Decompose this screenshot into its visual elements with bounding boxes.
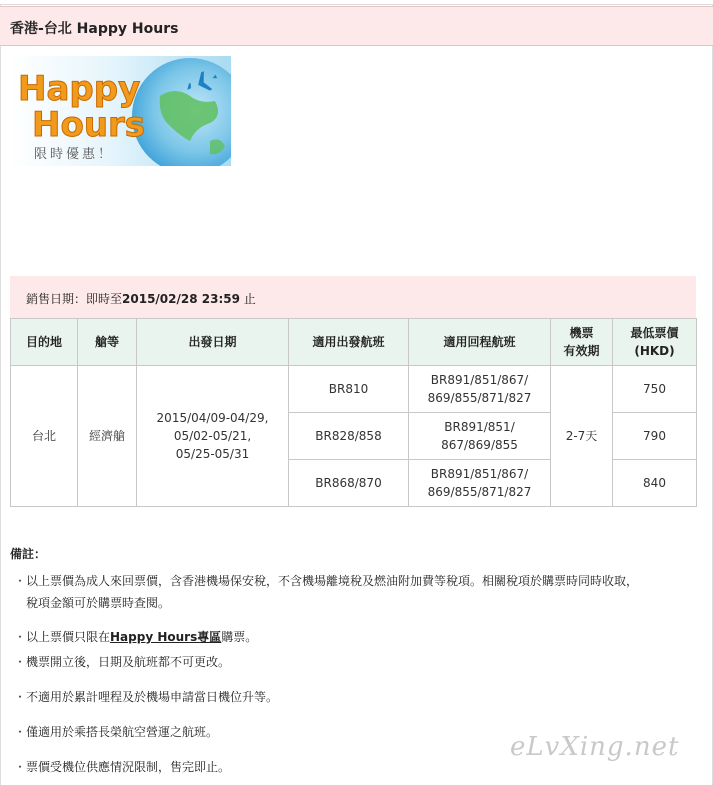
col-outbound: 適用出發航班 — [289, 319, 409, 366]
happy-hours-zone-link[interactable]: Happy Hours專區 — [110, 630, 222, 644]
happy-hours-banner — [10, 56, 231, 166]
sale-period-bar — [10, 276, 696, 318]
col-fare-line2: (HKD) — [634, 344, 675, 358]
cell-fare: 840 — [613, 460, 697, 507]
col-fare — [613, 319, 697, 366]
cell-outbound: BR810 — [289, 366, 409, 413]
bullet: ・ — [14, 630, 27, 644]
note-text — [26, 626, 696, 648]
depart-date-line: 05/02-05/21, — [173, 429, 252, 443]
col-validity — [551, 319, 613, 366]
fare-table — [10, 318, 697, 507]
cell-return — [409, 460, 551, 507]
note-text: 機票開立後，日期及航班都不可更改。 — [26, 655, 231, 669]
note-prefix: 以上票價只限在 — [26, 630, 111, 644]
bullet: ・ — [14, 574, 27, 588]
sale-period-text — [26, 290, 256, 307]
note-text: 不適用於累計哩程及於機場申請當日機位升等。 — [26, 690, 279, 704]
globe-logo-icon — [10, 56, 231, 166]
col-validity-line1: 機票 — [569, 326, 594, 340]
bullet: ・ — [14, 760, 27, 774]
svg-text:Happy: Happy — [18, 69, 141, 109]
watermark: eLvXing.net — [510, 732, 680, 762]
cell-outbound: BR828/858 — [289, 413, 409, 460]
note-text: 僅適用於乘搭長榮航空營運之航班。 — [26, 725, 219, 739]
depart-date-line: 05/25-05/31 — [175, 447, 250, 461]
bullet: ・ — [14, 655, 27, 669]
cell-fare: 750 — [613, 366, 697, 413]
note-line: 稅項金額可於購票時查閱。 — [26, 596, 171, 610]
sale-prefix: 銷售日期：即時至 — [26, 292, 123, 306]
return-line: 869/855/871/827 — [427, 391, 532, 405]
svg-text:Hours: Hours — [32, 105, 146, 145]
note-line: 以上票價為成人來回票價，含香港機場保安稅，不含機場離境稅及燃油附加費等稅項。相關稅項於購票時同時收取， — [26, 574, 639, 588]
cell-depart-dates — [137, 366, 289, 507]
cell-return — [409, 413, 551, 460]
sale-suffix: 止 — [239, 292, 256, 306]
col-fare-line1: 最低票價 — [630, 326, 679, 340]
cell-outbound: BR868/870 — [289, 460, 409, 507]
note-text — [26, 570, 696, 614]
return-line: 867/869/855 — [441, 438, 518, 452]
cell-validity: 2-7天 — [551, 366, 613, 507]
depart-date-line: 2015/04/09-04/29, — [156, 411, 269, 425]
col-cabin: 艙等 — [78, 319, 137, 366]
note-suffix: 購票。 — [221, 630, 258, 644]
bullet: ・ — [14, 725, 27, 739]
table-row — [11, 366, 697, 413]
col-destination: 目的地 — [11, 319, 78, 366]
return-line: BR891/851/867/ — [430, 373, 529, 387]
bullet: ・ — [14, 690, 27, 704]
cell-fare: 790 — [613, 413, 697, 460]
col-depart-dates: 出發日期 — [137, 319, 289, 366]
svg-text:限時優惠！: 限時優惠！ — [34, 147, 115, 162]
table-header-row — [11, 319, 697, 366]
return-line: BR891/851/ — [444, 420, 515, 434]
return-line: 869/855/871/827 — [427, 485, 532, 499]
cell-return — [409, 366, 551, 413]
notes-title: 備註： — [10, 547, 47, 561]
col-return: 適用回程航班 — [409, 319, 551, 366]
return-line: BR891/851/867/ — [430, 467, 529, 481]
sale-end-date: 2015/02/28 23:59 — [122, 292, 240, 306]
note-text: 票價受機位供應情況限制，售完即止。 — [26, 760, 231, 774]
page-title: 香港-台北 Happy Hours — [10, 21, 179, 37]
col-validity-line2: 有效期 — [563, 344, 600, 358]
page-header — [0, 6, 713, 46]
cell-destination: 台北 — [11, 366, 78, 507]
cell-cabin: 經濟艙 — [78, 366, 137, 507]
